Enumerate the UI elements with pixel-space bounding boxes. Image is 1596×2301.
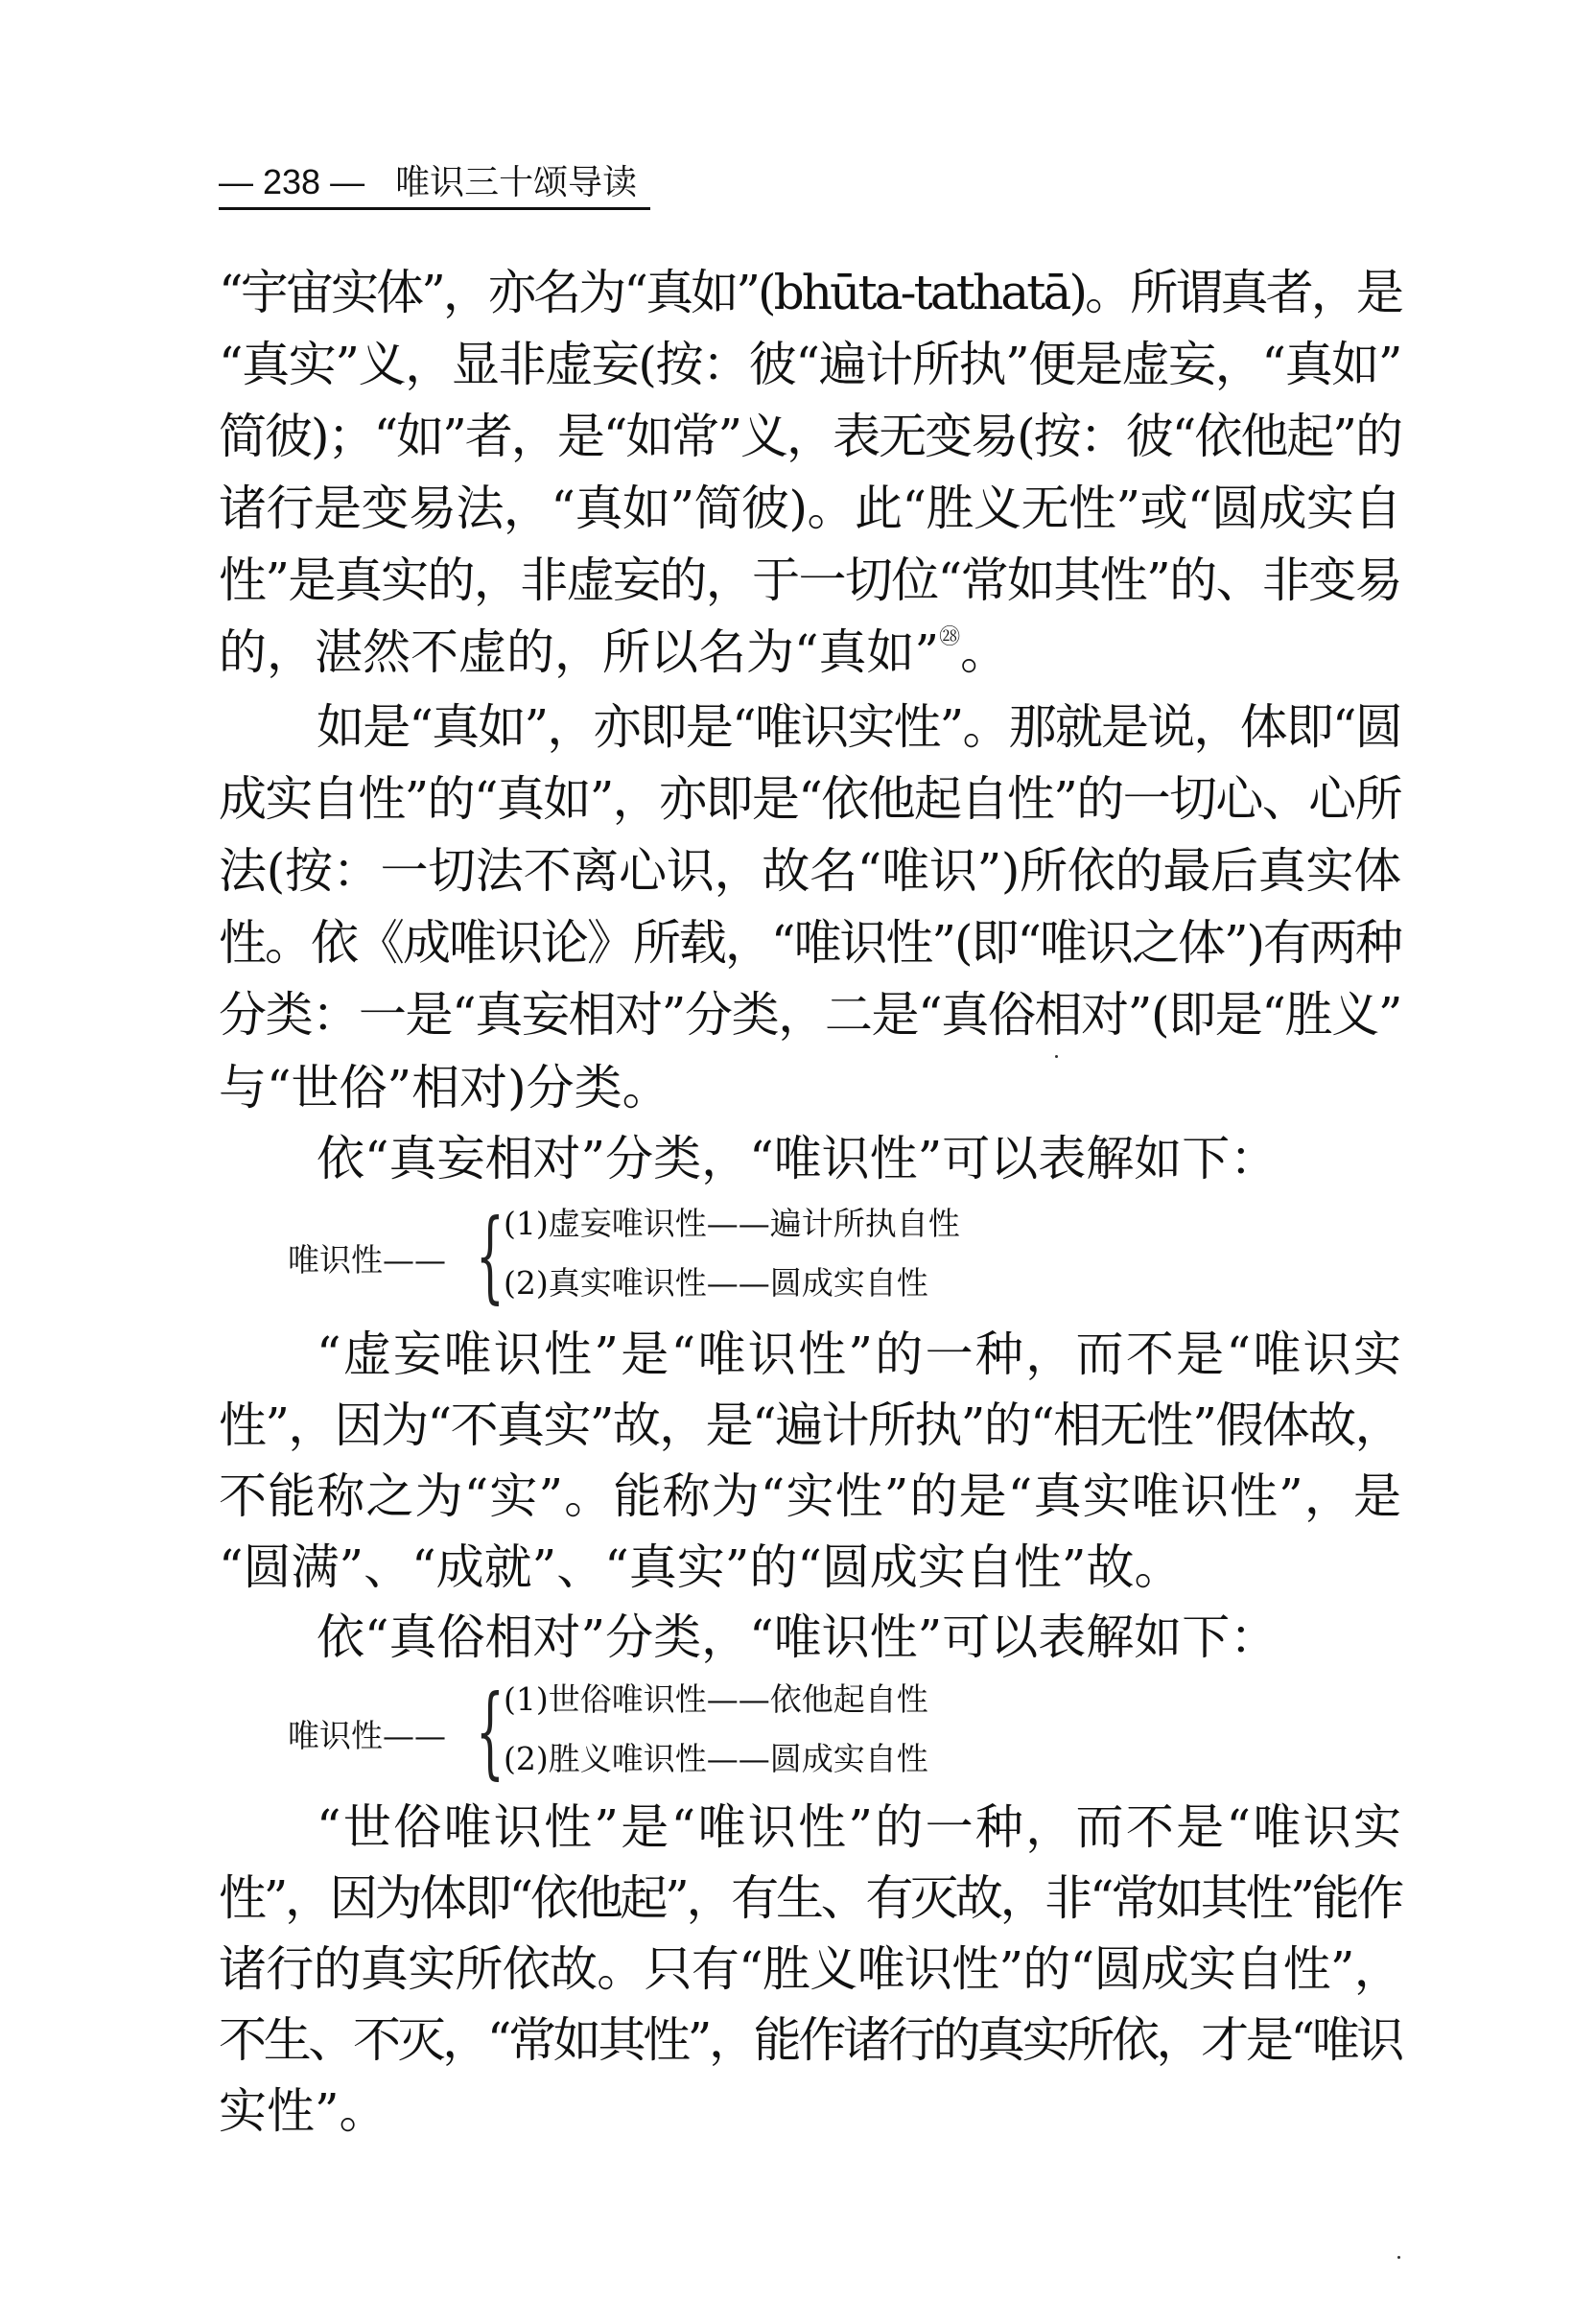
- text-line: “虚妄唯识性”是“唯识性”的一种，而不是“唯识实: [317, 1327, 1401, 1382]
- classification-diagram-1: [288, 1197, 1151, 1318]
- text-line: “宇宙实体”，亦名为“真如”(bhūta-tathatā)。所谓真者，是: [219, 265, 1401, 320]
- text-line: 性”是真实的，非虚妄的，于一切位“常如其性”的、非变易: [219, 552, 1401, 608]
- diagram-item: (1)虚妄唯识性——遍计所执自性: [504, 1205, 960, 1242]
- book-title: 唯识三十颂导读: [395, 162, 638, 201]
- diagram-item: (2)胜义唯识性——圆成实自性: [504, 1740, 928, 1777]
- text-line: 不能称之为“实”。能称为“实性”的是“真实唯识性”，是: [219, 1468, 1401, 1524]
- brace-icon: {: [476, 1197, 505, 1314]
- text-line: 性”，因为“不真实”故，是“遍计所执”的“相无性”假体故，: [219, 1397, 1401, 1453]
- text-line: 依“真妄相对”分类，“唯识性”可以表解如下：: [317, 1131, 1279, 1186]
- text-line: “圆满”、“成就”、“真实”的“圆成实自性”故。: [219, 1539, 1183, 1595]
- text-line: “世俗唯识性”是“唯识性”的一种，而不是“唯识实: [317, 1799, 1401, 1855]
- diagram-root: 唯识性——: [288, 1241, 446, 1279]
- scan-speck: [1055, 1055, 1058, 1058]
- text-line: 分类：一是“真妄相对”分类，二是“真俗相对”(即是“胜义”: [219, 987, 1401, 1043]
- diagram-root: 唯识性——: [288, 1717, 446, 1754]
- text-line: 性。依《成唯识论》所载，“唯识性”(即“唯识之体”)有两种: [219, 915, 1401, 971]
- text-line: 如是“真如”，亦即是“唯识实性”。那就是说，体即“圆: [317, 699, 1401, 755]
- diagram-item: (1)世俗唯识性——依他起自性: [504, 1680, 928, 1718]
- text-line: 法(按：一切法不离心识，故名“唯识”)所依的最后真实体: [219, 843, 1401, 899]
- footnote-marker[interactable]: ㉘: [939, 625, 961, 649]
- text-line: 的，湛然不虚的，所以名为“真如”$^㉘$。: [219, 624, 1009, 680]
- page-number: — 238 —: [219, 162, 365, 201]
- text-line: 与“世俗”相对)分类。: [219, 1060, 670, 1115]
- text-line: 成实自性”的“真如”，亦即是“依他起自性”的一切心、心所: [219, 771, 1401, 827]
- text-line: 诸行的真实所依故。只有“胜义唯识性”的“圆成实自性”，: [219, 1941, 1401, 1997]
- brace-icon: {: [476, 1673, 505, 1790]
- text-line: 性”，因为体即“依他起”，有生、有灭故，非“常如其性”能作: [219, 1870, 1401, 1926]
- text-line: 诸行是变易法，“真如”简彼)。此“胜义无性”或“圆成实自: [219, 481, 1401, 536]
- text-line: 实性”。: [219, 2083, 387, 2139]
- running-header: [219, 161, 650, 210]
- text-line: 简彼)；“如”者，是“如常”义，表无变易(按：彼“依他起”的: [219, 409, 1401, 464]
- diagram-item: (2)真实唯识性——圆成实自性: [504, 1264, 928, 1302]
- text-line: 依“真俗相对”分类，“唯识性”可以表解如下：: [317, 1609, 1279, 1665]
- text-line: 不生、不灭，“常如其性”，能作诸行的真实所依，才是“唯识: [219, 2012, 1401, 2068]
- scan-speck: [1397, 2256, 1400, 2259]
- classification-diagram-2: [288, 1673, 1151, 1794]
- text-line: “真实”义，显非虚妄(按：彼“遍计所执”便是虚妄，“真如”: [219, 337, 1401, 392]
